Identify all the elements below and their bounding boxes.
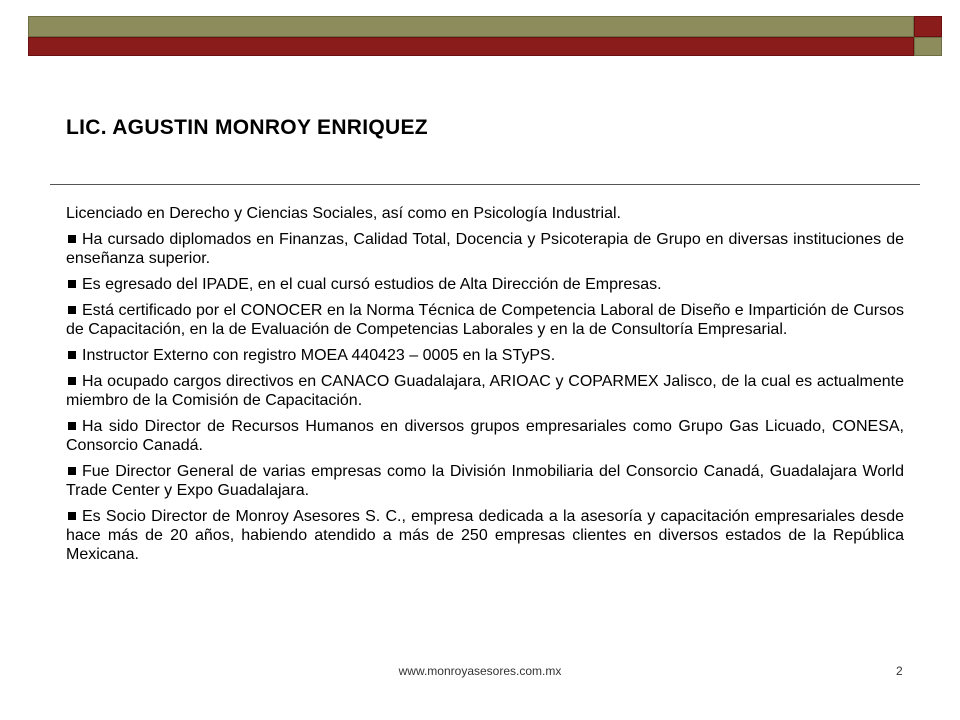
bullet-text: Ha ocupado cargos directivos en CANACO Guadalajara, ARIOAC y COPARMEX Jalisco, de la cual es actualmente miembro de la Comisión de Capacitación. bbox=[66, 373, 904, 409]
slide-title: LIC. AGUSTIN MONROY ENRIQUEZ bbox=[66, 116, 428, 139]
header-bar-olive bbox=[28, 16, 914, 37]
bullet-text: Es egresado del IPADE, en el cual cursó estudios de Alta Dirección de Empresas. bbox=[82, 276, 662, 293]
bullet-text: Instructor Externo con registro MOEA 440423 – 0005 en la STyPS. bbox=[82, 347, 556, 364]
square-bullet-icon bbox=[68, 512, 76, 520]
bullet-text: Está certificado por el CONOCER en la Norma Técnica de Competencia Laboral de Diseño e Impartición de Cursos de Capacitación, en la de Evaluación de Competencias Laborales y en la de Consultoría Empresarial. bbox=[66, 302, 904, 338]
square-bullet-icon bbox=[68, 235, 76, 243]
bullet-item bbox=[66, 462, 904, 500]
bullet-item bbox=[66, 301, 904, 339]
header-square-maroon bbox=[914, 16, 942, 37]
title-divider bbox=[50, 184, 920, 185]
bullet-list bbox=[66, 230, 904, 564]
bullet-item bbox=[66, 275, 904, 294]
bullet-text: Ha sido Director de Recursos Humanos en diversos grupos empresariales como Grupo Gas Licuado, CONESA, Consorcio Canadá. bbox=[66, 418, 904, 454]
header-bar-maroon bbox=[28, 37, 914, 56]
bullet-text: Ha cursado diplomados en Finanzas, Calidad Total, Docencia y Psicoterapia de Grupo en diversas instituciones de enseñanza superior. bbox=[66, 231, 904, 267]
header-square-olive bbox=[914, 37, 942, 56]
bullet-item bbox=[66, 507, 904, 564]
header-decoration bbox=[28, 16, 942, 56]
bullet-text: Fue Director General de varias empresas como la División Inmobiliaria del Consorcio Canadá, Guadalajara World Trade Center y Expo Guadalajara. bbox=[66, 463, 904, 499]
square-bullet-icon bbox=[68, 422, 76, 430]
square-bullet-icon bbox=[68, 467, 76, 475]
square-bullet-icon bbox=[68, 377, 76, 385]
bullet-item bbox=[66, 417, 904, 455]
intro-text: Licenciado en Derecho y Ciencias Sociales, así como en Psicología Industrial. bbox=[66, 205, 621, 222]
bullet-item bbox=[66, 372, 904, 410]
bullet-item bbox=[66, 230, 904, 268]
footer-url: www.monroyasesores.com.mx bbox=[398, 664, 562, 678]
square-bullet-icon bbox=[68, 351, 76, 359]
slide-body bbox=[66, 204, 904, 571]
page-number: 2 bbox=[896, 664, 903, 678]
bullet-text: Es Socio Director de Monroy Asesores S. C., empresa dedicada a la asesoría y capacitación empresariales desde hace más de 20 años, habiendo atendido a más de 250 empresas clientes en diversos estados de la República Mexicana. bbox=[66, 508, 904, 563]
square-bullet-icon bbox=[68, 280, 76, 288]
bullet-item bbox=[66, 346, 904, 365]
square-bullet-icon bbox=[68, 306, 76, 314]
